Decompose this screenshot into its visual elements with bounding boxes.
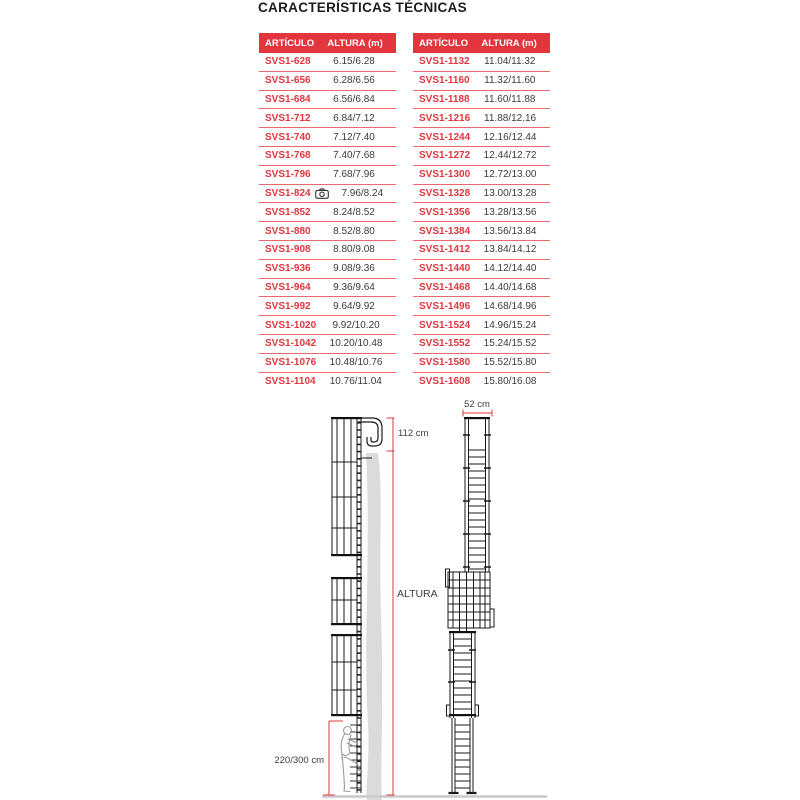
article-cell: SVS1-1020 xyxy=(265,319,317,331)
height-cell: 11.32/11.60 xyxy=(484,75,536,87)
article-cell: SVS1-1468 xyxy=(419,281,471,293)
height-cell: 11.88/12.16 xyxy=(484,112,537,124)
height-header: ALTURA (m) xyxy=(327,37,383,49)
table-row xyxy=(259,166,396,185)
spec-table xyxy=(413,33,550,391)
article-cell: SVS1-1042 xyxy=(265,338,317,350)
article-cell: SVS1-1328 xyxy=(419,187,471,199)
article-cell: SVS1-1524 xyxy=(419,319,471,331)
article-cell: SVS1-656 xyxy=(265,75,311,87)
article-cell: SVS1-1440 xyxy=(419,263,471,275)
altura-label: ALTURA xyxy=(397,588,438,600)
article-cell: SVS1-1384 xyxy=(419,225,471,237)
article-cell: SVS1-1272 xyxy=(419,150,471,162)
article-cell: SVS1-1412 xyxy=(419,244,471,256)
height-cell: 13.56/13.84 xyxy=(483,225,537,237)
height-cell: 11.60/11.88 xyxy=(484,93,536,105)
height-cell: 8.24/8.52 xyxy=(333,206,375,218)
height-cell: 15.80/16.08 xyxy=(483,376,537,388)
spec-table xyxy=(259,33,396,391)
article-cell: SVS1-824 xyxy=(265,187,311,199)
article-cell: SVS1-1580 xyxy=(419,357,471,369)
table-row xyxy=(259,109,396,128)
table-body xyxy=(259,53,396,391)
height-header: ALTURA (m) xyxy=(481,37,537,49)
height-cell: 13.84/14.12 xyxy=(483,244,537,256)
table-row xyxy=(259,72,396,91)
table-row xyxy=(413,91,550,110)
height-cell: 14.68/14.96 xyxy=(483,300,537,312)
front-module-top xyxy=(463,417,491,572)
height-cell: 9.64/9.92 xyxy=(333,300,375,312)
height-cell: 6.15/6.28 xyxy=(333,56,375,68)
height-cell: 9.08/9.36 xyxy=(333,263,375,275)
article-cell: SVS1-1132 xyxy=(419,56,470,68)
table-row xyxy=(413,128,550,147)
height-cell: 7.68/7.96 xyxy=(333,169,375,181)
wall-shape xyxy=(366,453,382,800)
table-row xyxy=(259,335,396,354)
article-cell: SVS1-796 xyxy=(265,169,311,181)
height-cell: 9.92/10.20 xyxy=(332,319,380,331)
table-row xyxy=(259,147,396,166)
ladder-technical-drawing xyxy=(260,395,560,800)
table-row xyxy=(413,316,550,335)
table-row xyxy=(413,373,550,392)
article-cell: SVS1-992 xyxy=(265,300,311,312)
exit-handrail-hook xyxy=(358,418,382,446)
article-cell: SVS1-684 xyxy=(265,93,311,105)
table-row xyxy=(413,297,550,316)
table-row xyxy=(259,297,396,316)
table-row xyxy=(259,53,396,72)
table-header xyxy=(259,33,396,53)
page-title: CARACTERÍSTICAS TÉCNICAS xyxy=(258,0,467,15)
table-row xyxy=(413,241,550,260)
height-cell: 14.96/15.24 xyxy=(483,319,537,331)
table-row xyxy=(259,185,396,204)
table-body xyxy=(413,53,550,391)
article-cell: SVS1-740 xyxy=(265,131,311,143)
table-row xyxy=(413,185,550,204)
camera-icon[interactable] xyxy=(315,188,329,199)
base-height-label: 220/300 cm xyxy=(274,755,324,766)
table-header xyxy=(413,33,550,53)
height-cell: 11.04/11.32 xyxy=(484,56,536,68)
article-cell: SVS1-1160 xyxy=(419,75,470,87)
exit-height-label: 112 cm xyxy=(398,428,429,439)
article-cell: SVS1-1608 xyxy=(419,376,471,388)
height-cell: 6.28/6.56 xyxy=(333,75,375,87)
height-cell: 7.96/8.24 xyxy=(341,187,384,199)
article-cell: SVS1-1496 xyxy=(419,300,471,312)
height-cell: 7.40/7.68 xyxy=(333,150,375,162)
article-cell: SVS1-880 xyxy=(265,225,311,237)
height-cell: 12.44/12.72 xyxy=(483,150,537,162)
height-cell: 10.48/10.76 xyxy=(329,357,383,369)
article-header: ARTÍCULO xyxy=(265,37,315,49)
article-cell: SVS1-712 xyxy=(265,112,311,124)
height-cell: 15.52/15.80 xyxy=(483,357,537,369)
article-cell: SVS1-936 xyxy=(265,263,311,275)
article-cell: SVS1-1356 xyxy=(419,206,471,218)
table-row xyxy=(259,354,396,373)
table-row xyxy=(413,260,550,279)
article-cell: SVS1-1300 xyxy=(419,169,471,181)
table-row xyxy=(413,354,550,373)
height-cell: 6.56/6.84 xyxy=(333,93,375,105)
article-cell: SVS1-1076 xyxy=(265,357,317,369)
height-cell: 12.72/13.00 xyxy=(483,169,537,181)
table-row xyxy=(413,203,550,222)
article-cell: SVS1-1244 xyxy=(419,131,471,143)
article-cell: SVS1-908 xyxy=(265,244,311,256)
table-row xyxy=(413,53,550,72)
table-row xyxy=(259,203,396,222)
height-cell: 7.12/7.40 xyxy=(333,131,375,143)
table-row xyxy=(413,166,550,185)
table-row xyxy=(259,279,396,298)
height-cell: 13.28/13.56 xyxy=(483,206,537,218)
article-cell: SVS1-1552 xyxy=(419,338,471,350)
height-cell: 9.36/9.64 xyxy=(333,281,375,293)
front-module-lower xyxy=(447,631,479,718)
article-header: ARTÍCULO xyxy=(419,37,469,49)
article-cell: SVS1-628 xyxy=(265,56,311,68)
height-cell: 13.00/13.28 xyxy=(483,187,537,199)
article-cell: SVS1-852 xyxy=(265,206,311,218)
table-row xyxy=(413,109,550,128)
article-cell: SVS1-1104 xyxy=(265,376,316,388)
article-cell: SVS1-768 xyxy=(265,150,311,162)
table-row xyxy=(413,279,550,298)
person-figure xyxy=(341,727,362,792)
height-cell: 8.52/8.80 xyxy=(333,225,375,237)
table-row xyxy=(259,91,396,110)
table-row xyxy=(413,72,550,91)
front-module-joint xyxy=(446,569,495,632)
table-row xyxy=(259,260,396,279)
height-cell: 6.84/7.12 xyxy=(333,112,375,124)
height-cell: 10.76/11.04 xyxy=(329,376,382,388)
article-cell: SVS1-964 xyxy=(265,281,311,293)
height-cell: 8.80/9.08 xyxy=(333,244,375,256)
height-cell: 14.40/14.68 xyxy=(483,281,537,293)
height-cell: 15.24/15.52 xyxy=(483,338,537,350)
table-row xyxy=(259,373,396,392)
article-cell: SVS1-1216 xyxy=(419,112,471,124)
right-ladder-front-view xyxy=(446,417,495,793)
table-row xyxy=(259,222,396,241)
height-cell: 10.20/10.48 xyxy=(329,338,383,350)
height-cell: 14.12/14.40 xyxy=(483,263,537,275)
width-label: 52 cm xyxy=(464,399,490,410)
table-row xyxy=(413,335,550,354)
height-cell: 12.16/12.44 xyxy=(483,131,537,143)
article-cell: SVS1-1188 xyxy=(419,93,470,105)
front-module-base xyxy=(449,718,477,793)
table-row xyxy=(413,147,550,166)
table-row xyxy=(413,222,550,241)
table-row xyxy=(259,241,396,260)
table-row xyxy=(259,316,396,335)
table-row xyxy=(259,128,396,147)
